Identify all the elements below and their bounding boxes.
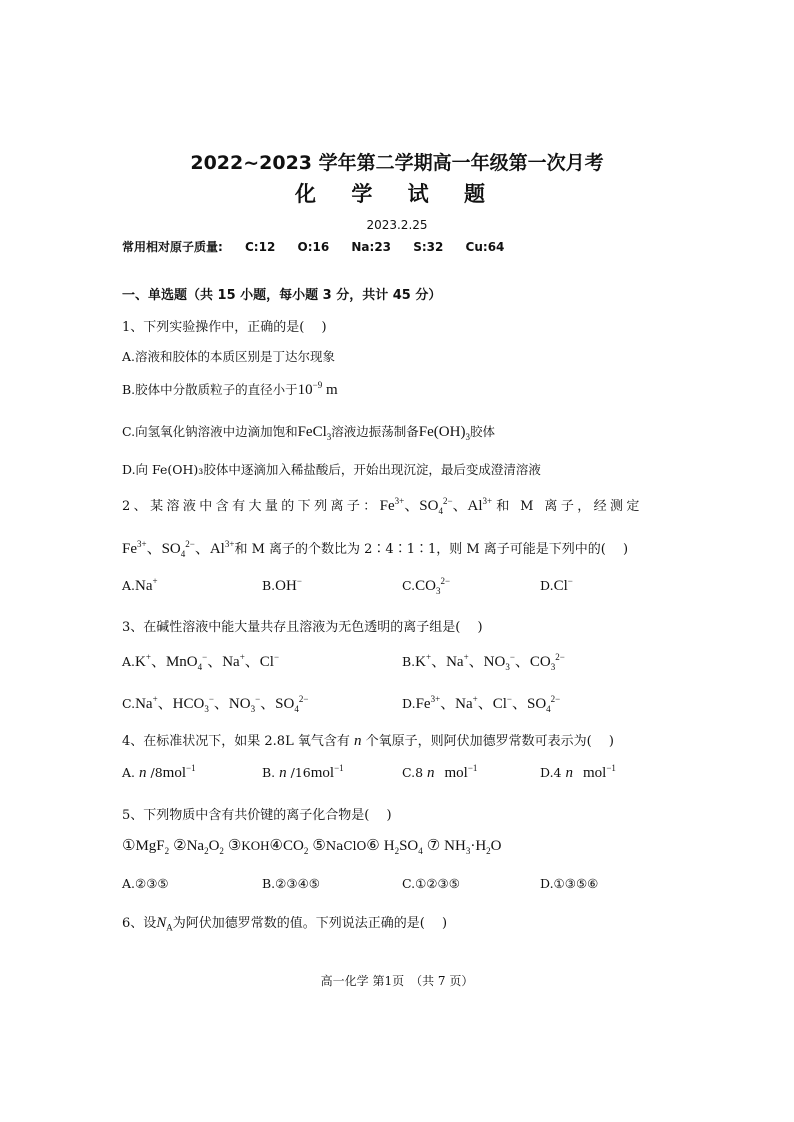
- q2-option-d: [540, 578, 573, 595]
- q4-a-label: A.: [122, 765, 136, 780]
- q4-a-rest: /8: [150, 765, 163, 780]
- q1-option-c: [122, 422, 495, 441]
- q3-option-c: C.Na+、$HCO_3^-$、$NO_3^-$、$SO_4^{2-}$: [122, 694, 309, 714]
- q1-b-base: 10: [297, 382, 313, 398]
- q2-line2: [122, 537, 628, 558]
- atomic-masses-label: 常用相对原子质量:: [122, 240, 223, 254]
- q5-option-a: A.②③⑤: [122, 876, 169, 891]
- exam-date: 2023.2.25: [366, 218, 428, 232]
- q2-d-label: D.: [540, 578, 554, 593]
- q4-option-a: [122, 765, 196, 782]
- mass-cu: Cu:64: [465, 240, 505, 254]
- q4-d-unit-sup: −1: [606, 763, 616, 773]
- q1-c-feoh3: [419, 424, 470, 440]
- q2-b-ion: OH: [275, 578, 297, 594]
- q2-b-label: B.: [262, 578, 276, 593]
- q4-c-unit-sup: −1: [467, 763, 478, 773]
- q4-b-rest: /16: [290, 765, 311, 780]
- q4-b-label: B.: [262, 765, 276, 780]
- q6-stem: [122, 912, 447, 932]
- q1-c-f2: Fe(OH): [418, 424, 466, 440]
- q4-n: n: [353, 733, 362, 749]
- q2-line1-post: 和 M 离子，经测定: [496, 499, 643, 514]
- mass-s: S:32: [413, 240, 444, 254]
- q1-option-b-formula: [298, 382, 338, 398]
- q2-a-label: A.: [122, 578, 136, 593]
- section-heading: 一、单选题（共 15 小题，每小题 3 分，共计 45 分）: [122, 288, 442, 303]
- q1-option-b: [122, 380, 338, 399]
- page-footer: 高一化学 第1页 （共 7 页）: [320, 974, 474, 988]
- q2-option-a: [122, 578, 158, 595]
- q4-c-unit: mol: [444, 765, 468, 781]
- q1-b-unit: m: [322, 382, 338, 398]
- q2-d-charge: −: [567, 576, 573, 586]
- q2-b-charge: −: [296, 576, 302, 586]
- q1-option-a: A.溶液和胶体的本质区别是丁达尔现象: [122, 349, 336, 364]
- mass-o: O:16: [297, 240, 330, 254]
- q4-b-unit: mol: [310, 765, 335, 781]
- q3-d-label: D.: [402, 696, 416, 711]
- q3-option-a: A.K+、MnO$_4$−、Na+、Cl−: [122, 652, 280, 672]
- q1-c-f2-sub: 3: [465, 432, 470, 442]
- q3-option-b: B.K+、Na+、$NO_3^-$、$CO_3^{2-}$: [402, 652, 565, 672]
- q1-c-f1-sub: 3: [326, 432, 332, 442]
- q4-b-unit-sup: −1: [334, 763, 344, 773]
- q1-c-pre: C.向氢氧化钠溶液中边滴加饱和: [122, 424, 298, 439]
- q1-option-d: D.向 Fe(OH)₃胶体中逐滴加入稀盐酸后，开始出现沉淀，最后变成澄清溶液: [122, 462, 541, 477]
- q5-option-d: D.①③⑤⑥: [540, 876, 599, 891]
- q3-b-label: B.: [402, 654, 416, 669]
- q1-c-f1: FeCl: [297, 424, 327, 440]
- q1-c-post: 胶体: [469, 424, 495, 439]
- q4-d-n: n: [565, 765, 573, 781]
- q2-option-b: [262, 578, 302, 595]
- q6-stem-post: 为阿伏加德罗常数的值。下列说法正确的是( ): [172, 916, 448, 931]
- q4-stem-pre: 4、在标准状况下，如果 2.8L 氧气含有: [122, 734, 350, 749]
- q2-c-label: C.: [402, 578, 416, 593]
- q2-a-charge: +: [152, 576, 158, 586]
- q4-a-n: n: [139, 765, 147, 781]
- q5-option-b: B.②③④⑤: [262, 876, 320, 891]
- q3-a-label: A.: [122, 654, 136, 669]
- mass-na: Na:23: [351, 240, 392, 254]
- q1-stem: 1、下列实验操作中，正确的是( ): [122, 320, 327, 335]
- q2-c-ion: CO: [415, 578, 436, 594]
- q2-c-charge: 2−: [440, 576, 451, 586]
- q1-option-b-text: B.胶体中分散质粒子的直径小于: [122, 382, 298, 397]
- q2-c-sub: 3: [435, 586, 441, 596]
- q2-line1-ions: $Fe^{3+}$、$SO_4^{2-}$、$Al^{3+}$: [379, 496, 493, 516]
- q2-line2-ions: $Fe^{3+}$、$SO_4^{2-}$、$Al^{3+}$: [122, 539, 235, 559]
- q2-a-ion: Na: [135, 578, 153, 594]
- q1-b-exp: −9: [312, 380, 323, 390]
- q4-option-d: [540, 765, 616, 782]
- q2-line2-post: 和 M 离子的个数比为 2∶4∶1∶1，则 M 离子可能是下列中的( ): [234, 542, 629, 557]
- q1-c-mid: 溶液边振荡制备: [331, 424, 419, 439]
- q3-stem: 3、在碱性溶液中能大量共存且溶液为无色透明的离子组是( ): [122, 620, 483, 635]
- q4-option-b: [262, 765, 344, 782]
- q6-stem-pre: 6、设: [122, 916, 157, 931]
- q3-option-d: $D.Fe^{3+}$、Na+、Cl−、$SO_4^{2-}$: [402, 694, 561, 714]
- q2-d-ion: Cl: [553, 578, 568, 594]
- q5-option-c: C.①②③⑤: [402, 876, 460, 891]
- q4-a-unit: mol: [162, 765, 186, 781]
- mass-c: C:12: [245, 240, 276, 254]
- exam-subject: 化 学 试 题: [295, 182, 499, 206]
- exam-title: 2022~2023 学年第二学期高一年级第一次月考: [190, 152, 604, 174]
- atomic-masses: [122, 238, 504, 255]
- q4-c-n: n: [427, 765, 435, 781]
- q4-stem-post: 个氧原子，则阿伏加德罗常数可表示为( ): [365, 734, 614, 749]
- q2-line1-pre: 2、某溶液中含有大量的下列离子：: [122, 499, 380, 514]
- q4-d-unit: mol: [582, 765, 607, 781]
- q2-option-c: [402, 578, 450, 595]
- q1-c-fecl3: [298, 424, 332, 440]
- q4-stem: [122, 730, 614, 750]
- q5-substances: ①MgF$_2$ $②Na_2O_2$ $③KOH④CO_2$ ⑤NaClO⑥ $H_2SO_4$ ⑦ $NH_3\cdot H_2O$: [122, 836, 502, 856]
- q4-b-n: n: [279, 765, 287, 781]
- q4-option-c: [402, 765, 477, 782]
- q2-line1: [122, 494, 643, 515]
- q4-d-label: D.4: [540, 765, 562, 780]
- q4-c-label: C.8: [402, 765, 424, 780]
- q6-na-sub: A: [166, 922, 173, 933]
- q4-a-unit-sup: −1: [186, 763, 196, 773]
- q3-c-label: C.: [122, 696, 136, 711]
- q6-na: N: [156, 915, 167, 931]
- q5-stem: 5、下列物质中含有共价键的离子化合物是( ): [122, 808, 392, 823]
